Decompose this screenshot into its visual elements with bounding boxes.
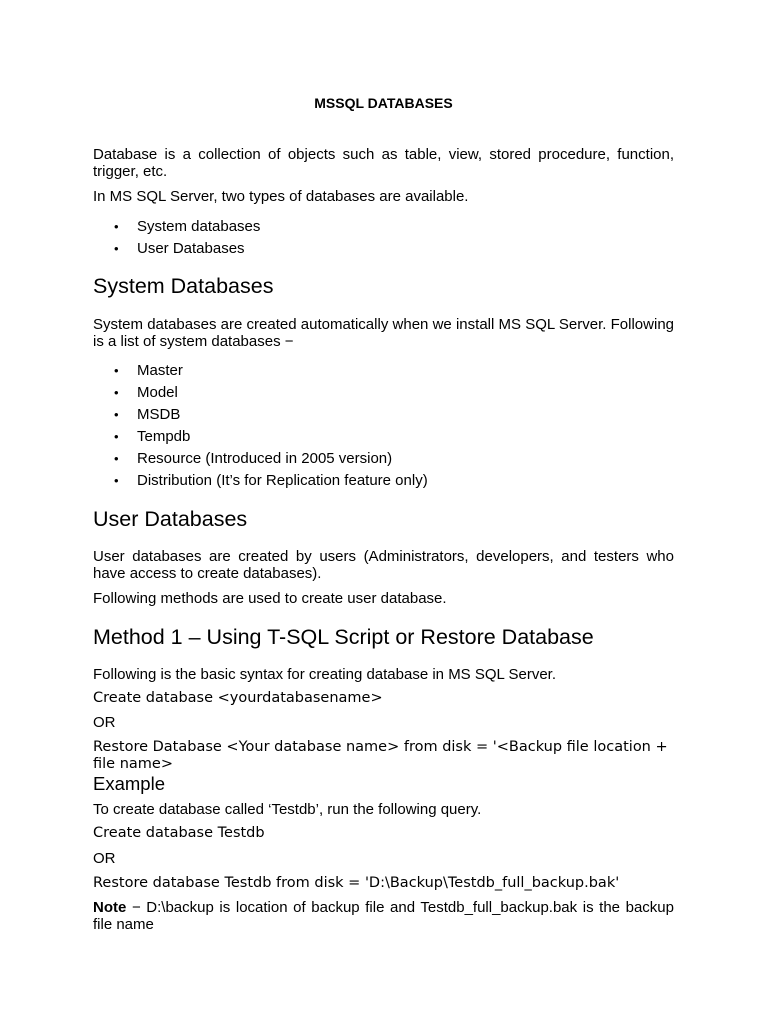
list-item: • Tempdb <box>93 426 428 448</box>
user-paragraph-2: Following methods are used to create user database. <box>93 590 447 607</box>
system-paragraph: System databases are created automatically when we install MS SQL Server. Following is a list of system databases − <box>93 316 674 350</box>
list-item: • User Databases <box>93 238 260 260</box>
note-paragraph <box>93 899 674 933</box>
note-label: Note <box>93 899 127 916</box>
system-databases-list <box>93 360 428 492</box>
document-title: MSSQL DATABASES <box>314 95 453 111</box>
list-item: • System databases <box>93 216 260 238</box>
bullet-icon: • <box>114 451 119 466</box>
list-item: • Resource (Introduced in 2005 version) <box>93 448 428 470</box>
bullet-icon: • <box>114 219 119 234</box>
method-1-paragraph: Following is the basic syntax for creating database in MS SQL Server. <box>93 666 557 683</box>
list-item: • Model <box>93 382 428 404</box>
code-create-database-syntax: Create database <yourdatabasename> <box>93 690 383 706</box>
example-heading: Example <box>93 773 165 794</box>
note-text: − D:\backup is location of backup file and Testdb_full_backup.bak is the backup file name <box>93 899 674 933</box>
method-1-heading: Method 1 – Using T-SQL Script or Restore Database <box>93 625 594 649</box>
list-item: • Distribution (It’s for Replication feature only) <box>93 470 428 492</box>
or-separator: OR <box>93 714 116 731</box>
system-databases-heading: System Databases <box>93 274 274 298</box>
intro-paragraph-1: Database is a collection of objects such as table, view, stored procedure, function, trigger, etc. <box>93 146 674 180</box>
code-restore-testdb: Restore database Testdb from disk = 'D:\Backup\Testdb_full_backup.bak' <box>93 875 620 891</box>
bullet-icon: • <box>114 363 119 378</box>
example-paragraph: To create database called ‘Testdb’, run the following query. <box>93 801 482 818</box>
list-item: • MSDB <box>93 404 428 426</box>
bullet-icon: • <box>114 241 119 256</box>
bullet-icon: • <box>114 473 119 488</box>
list-item: • Master <box>93 360 428 382</box>
user-databases-heading: User Databases <box>93 507 248 531</box>
user-paragraph-1: User databases are created by users (Administrators, developers, and testers who have access to create databases). <box>93 548 674 582</box>
code-create-testdb: Create database Testdb <box>93 825 265 841</box>
intro-paragraph-2: In MS SQL Server, two types of databases are available. <box>93 188 469 205</box>
bullet-icon: • <box>114 385 119 400</box>
or-separator: OR <box>93 850 116 867</box>
database-types-list <box>93 216 260 260</box>
code-restore-database-syntax: Restore Database <Your database name> from disk = '<Backup file location + file name> <box>93 739 668 772</box>
bullet-icon: • <box>114 429 119 444</box>
bullet-icon: • <box>114 407 119 422</box>
